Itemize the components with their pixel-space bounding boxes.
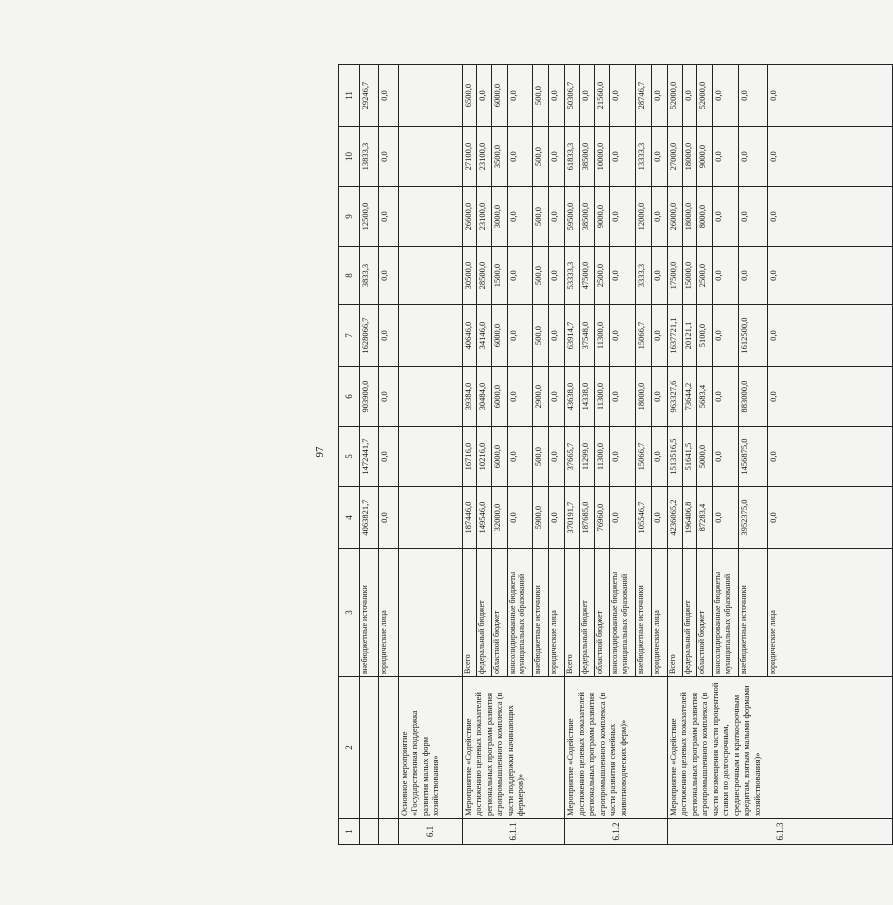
value-cell: 11300,0: [594, 367, 610, 427]
value-cell: [398, 247, 462, 305]
row-number-cell: 6.1.2: [565, 819, 668, 845]
value-cell: 0,0: [713, 305, 739, 367]
value-cell: 3500,0: [491, 127, 507, 187]
header-cell: 10: [339, 127, 360, 187]
value-cell: 500,0: [533, 305, 549, 367]
value-cell: 15066,7: [636, 305, 652, 367]
funding-source-cell: консолидированные бюджеты муниципальных образований: [713, 549, 739, 677]
value-cell: 5100,0: [697, 305, 713, 367]
value-cell: [398, 427, 462, 487]
value-cell: 1637721,1: [667, 305, 682, 367]
value-cell: 0,0: [768, 367, 893, 427]
value-cell: 500,0: [533, 247, 549, 305]
table-body: [339, 65, 893, 845]
value-cell: 0,0: [507, 367, 533, 427]
value-cell: 0,0: [507, 127, 533, 187]
value-cell: 5000,0: [697, 427, 713, 487]
value-cell: 0,0: [610, 487, 636, 549]
value-cell: 15066,7: [636, 427, 652, 487]
funding-source-cell: юридические лица: [768, 549, 893, 677]
header-cell: 11: [339, 65, 360, 127]
value-cell: 26000,0: [667, 187, 682, 247]
value-cell: 3000,0: [491, 187, 507, 247]
value-cell: 52000,0: [697, 65, 713, 127]
value-cell: 0,0: [713, 367, 739, 427]
row-number-cell: [379, 819, 399, 845]
value-cell: 40646,0: [462, 305, 477, 367]
funding-source-cell: [398, 549, 462, 677]
value-cell: 27100,0: [462, 127, 477, 187]
value-cell: 2900,0: [533, 367, 549, 427]
value-cell: 0,0: [379, 367, 399, 427]
value-cell: 1456875,0: [738, 427, 767, 487]
value-cell: 2500,0: [697, 247, 713, 305]
value-cell: 0,0: [549, 367, 565, 427]
value-cell: 883000,0: [738, 367, 767, 427]
row-number-cell: 6.1.1: [462, 819, 565, 845]
value-cell: 0,0: [738, 127, 767, 187]
value-cell: 0,0: [477, 65, 492, 127]
value-cell: 0,0: [651, 427, 667, 487]
header-cell: 4: [339, 487, 360, 549]
value-cell: 0,0: [610, 65, 636, 127]
value-cell: 0,0: [507, 187, 533, 247]
value-cell: 5683,4: [697, 367, 713, 427]
funding-source-cell: Всего: [667, 549, 682, 677]
value-cell: 0,0: [738, 65, 767, 127]
value-cell: 0,0: [610, 247, 636, 305]
funding-source-cell: внебюджетные источники: [533, 549, 549, 677]
value-cell: [398, 127, 462, 187]
header-cell: 1: [339, 819, 360, 845]
funding-source-cell: областной бюджет: [697, 549, 713, 677]
value-cell: 903900,0: [359, 367, 379, 427]
value-cell: 0,0: [507, 305, 533, 367]
header-cell: 8: [339, 247, 360, 305]
value-cell: 34146,0: [477, 305, 492, 367]
value-cell: [398, 367, 462, 427]
value-cell: 87283,4: [697, 487, 713, 549]
value-cell: 0,0: [507, 247, 533, 305]
value-cell: 28500,0: [477, 247, 492, 305]
value-cell: [398, 187, 462, 247]
value-cell: 11300,0: [594, 305, 610, 367]
value-cell: 6000,0: [491, 427, 507, 487]
value-cell: 23100,0: [477, 127, 492, 187]
value-cell: 0,0: [651, 367, 667, 427]
value-cell: 51641,5: [682, 427, 697, 487]
value-cell: 0,0: [579, 65, 594, 127]
value-cell: 0,0: [549, 187, 565, 247]
value-cell: 11299,0: [579, 427, 594, 487]
value-cell: [398, 305, 462, 367]
measure-name-cell: [359, 677, 379, 819]
value-cell: 1513516,5: [667, 427, 682, 487]
value-cell: 5900,0: [533, 487, 549, 549]
value-cell: 0,0: [379, 247, 399, 305]
value-cell: 20121,1: [682, 305, 697, 367]
value-cell: 43638,0: [565, 367, 580, 427]
funding-source-cell: федеральный бюджет: [682, 549, 697, 677]
value-cell: 0,0: [768, 305, 893, 367]
value-cell: 0,0: [379, 187, 399, 247]
value-cell: 370191,7: [565, 487, 580, 549]
funding-source-cell: консолидированные бюджеты муниципальных образований: [507, 549, 533, 677]
value-cell: 0,0: [768, 187, 893, 247]
value-cell: 1628066,7: [359, 305, 379, 367]
value-cell: 0,0: [768, 487, 893, 549]
funding-source-cell: федеральный бюджет: [477, 549, 492, 677]
header-cell: 5: [339, 427, 360, 487]
value-cell: 0,0: [549, 127, 565, 187]
value-cell: 29246,7: [359, 65, 379, 127]
measure-name-cell: Мероприятие «Содействие достижению целевых показателей региональных программ развития агропромышленного комплекса (в части развития семейных животноводческих ферм)»: [565, 677, 668, 819]
funding-source-cell: внебюджетные источники: [359, 549, 379, 677]
value-cell: 0,0: [651, 487, 667, 549]
value-cell: 0,0: [507, 65, 533, 127]
header-cell: 7: [339, 305, 360, 367]
table-row: [565, 65, 580, 845]
funding-source-cell: Всего: [565, 549, 580, 677]
value-cell: 9000,0: [697, 127, 713, 187]
value-cell: 53333,3: [565, 247, 580, 305]
value-cell: 0,0: [549, 305, 565, 367]
value-cell: [398, 65, 462, 127]
value-cell: 0,0: [379, 127, 399, 187]
value-cell: 30484,0: [477, 367, 492, 427]
funding-source-cell: внебюджетные источники: [636, 549, 652, 677]
value-cell: 0,0: [610, 305, 636, 367]
rotated-table-container: [338, 65, 893, 845]
value-cell: 47500,0: [579, 247, 594, 305]
value-cell: 9000,0: [594, 187, 610, 247]
value-cell: 28746,7: [636, 65, 652, 127]
value-cell: 500,0: [533, 127, 549, 187]
value-cell: 0,0: [379, 305, 399, 367]
value-cell: 63914,7: [565, 305, 580, 367]
value-cell: 26600,0: [462, 187, 477, 247]
value-cell: 0,0: [651, 305, 667, 367]
value-cell: 10000,0: [594, 127, 610, 187]
value-cell: [398, 487, 462, 549]
value-cell: 0,0: [379, 427, 399, 487]
value-cell: 0,0: [610, 367, 636, 427]
header-cell: 6: [339, 367, 360, 427]
value-cell: 38500,0: [579, 127, 594, 187]
header-cell: 2: [339, 677, 360, 819]
value-cell: 0,0: [713, 487, 739, 549]
value-cell: 500,0: [533, 65, 549, 127]
measure-name-cell: Мероприятие «Содействие достижению целевых показателей региональных программ развития агропромышленного комплекса (в части возмещения части процентной ставки по долгосрочным, среднесрочным и краткосрочным кредитам, взятым малыми формами хозяйствования)»: [667, 677, 892, 819]
value-cell: 500,0: [533, 187, 549, 247]
value-cell: 0,0: [379, 65, 399, 127]
value-cell: 0,0: [768, 427, 893, 487]
header-cell: 3: [339, 549, 360, 677]
table-row: [462, 65, 477, 845]
value-cell: 0,0: [549, 427, 565, 487]
value-cell: 37548,0: [579, 305, 594, 367]
value-cell: 76960,0: [594, 487, 610, 549]
value-cell: 0,0: [549, 65, 565, 127]
funding-source-cell: областной бюджет: [594, 549, 610, 677]
value-cell: 0,0: [713, 427, 739, 487]
value-cell: 50306,7: [565, 65, 580, 127]
value-cell: 1612500,0: [738, 305, 767, 367]
value-cell: 17500,0: [667, 247, 682, 305]
value-cell: 10216,0: [477, 427, 492, 487]
table-row: [398, 65, 462, 845]
value-cell: 14338,0: [579, 367, 594, 427]
value-cell: 0,0: [713, 65, 739, 127]
value-cell: 6000,0: [491, 65, 507, 127]
value-cell: 3833,3: [359, 247, 379, 305]
value-cell: 39384,0: [462, 367, 477, 427]
table-row: [667, 65, 682, 845]
page-number: 97: [314, 446, 326, 458]
header-cell: 9: [339, 187, 360, 247]
value-cell: 3952375,0: [738, 487, 767, 549]
value-cell: 963327,6: [667, 367, 682, 427]
value-cell: 0,0: [682, 65, 697, 127]
value-cell: 0,0: [768, 65, 893, 127]
value-cell: 500,0: [533, 427, 549, 487]
value-cell: 0,0: [768, 127, 893, 187]
value-cell: 187685,0: [579, 487, 594, 549]
value-cell: 13833,3: [359, 127, 379, 187]
row-number-cell: [359, 819, 379, 845]
value-cell: 0,0: [549, 247, 565, 305]
measure-name-cell: Основное мероприятие «Государственная поддержка развития малых форм хозяйствования»: [398, 677, 462, 819]
value-cell: 8000,0: [697, 187, 713, 247]
row-number-cell: 6.1: [398, 819, 462, 845]
value-cell: 2500,0: [594, 247, 610, 305]
value-cell: 187446,0: [462, 487, 477, 549]
measure-name-cell: Мероприятие «Содействие достижению целевых показателей региональных программ развития агропромышленного комплекса (в части поддержки начинающих фермеров)»: [462, 677, 565, 819]
value-cell: 149546,0: [477, 487, 492, 549]
value-cell: 0,0: [610, 127, 636, 187]
value-cell: 0,0: [738, 187, 767, 247]
header-row: [339, 65, 360, 845]
value-cell: 18000,0: [682, 187, 697, 247]
value-cell: 0,0: [507, 487, 533, 549]
value-cell: 0,0: [507, 427, 533, 487]
value-cell: 61833,3: [565, 127, 580, 187]
value-cell: 32000,0: [491, 487, 507, 549]
value-cell: 1500,0: [491, 247, 507, 305]
value-cell: 11300,0: [594, 427, 610, 487]
value-cell: 6000,0: [491, 367, 507, 427]
funding-source-cell: областной бюджет: [491, 549, 507, 677]
value-cell: 1472441,7: [359, 427, 379, 487]
funding-source-cell: федеральный бюджет: [579, 549, 594, 677]
value-cell: 21560,0: [594, 65, 610, 127]
value-cell: 37665,7: [565, 427, 580, 487]
value-cell: 12500,0: [359, 187, 379, 247]
funding-source-cell: юридические лица: [651, 549, 667, 677]
value-cell: 3333,3: [636, 247, 652, 305]
value-cell: 0,0: [651, 247, 667, 305]
value-cell: 52000,0: [667, 65, 682, 127]
value-cell: 23100,0: [477, 187, 492, 247]
value-cell: 0,0: [651, 65, 667, 127]
value-cell: 0,0: [651, 127, 667, 187]
table-row: [359, 65, 379, 845]
row-number-cell: 6.1.3: [667, 819, 892, 845]
value-cell: 73644,2: [682, 367, 697, 427]
funding-source-cell: юридические лица: [379, 549, 399, 677]
value-cell: 0,0: [713, 127, 739, 187]
value-cell: 0,0: [713, 187, 739, 247]
value-cell: 4236065,2: [667, 487, 682, 549]
funding-source-cell: внебюджетные источники: [738, 549, 767, 677]
value-cell: 18000,0: [636, 367, 652, 427]
value-cell: 0,0: [768, 247, 893, 305]
value-cell: 4063821,7: [359, 487, 379, 549]
value-cell: 13333,3: [636, 127, 652, 187]
value-cell: 0,0: [610, 187, 636, 247]
value-cell: 0,0: [549, 487, 565, 549]
value-cell: 15000,0: [682, 247, 697, 305]
value-cell: 196406,8: [682, 487, 697, 549]
value-cell: 18000,0: [682, 127, 697, 187]
value-cell: 6000,0: [491, 305, 507, 367]
value-cell: 16716,0: [462, 427, 477, 487]
value-cell: 27000,0: [667, 127, 682, 187]
value-cell: 105546,7: [636, 487, 652, 549]
value-cell: 0,0: [651, 187, 667, 247]
funding-table: [338, 64, 893, 845]
value-cell: 38500,0: [579, 187, 594, 247]
value-cell: 0,0: [713, 247, 739, 305]
value-cell: 0,0: [738, 247, 767, 305]
funding-source-cell: Всего: [462, 549, 477, 677]
value-cell: 0,0: [610, 427, 636, 487]
value-cell: 0,0: [379, 487, 399, 549]
value-cell: 30500,0: [462, 247, 477, 305]
value-cell: 6500,0: [462, 65, 477, 127]
value-cell: 12000,0: [636, 187, 652, 247]
funding-source-cell: юридические лица: [549, 549, 565, 677]
value-cell: 59500,0: [565, 187, 580, 247]
table-row: [379, 65, 399, 845]
measure-name-cell: [379, 677, 399, 819]
funding-source-cell: консолидированные бюджеты муниципальных образований: [610, 549, 636, 677]
